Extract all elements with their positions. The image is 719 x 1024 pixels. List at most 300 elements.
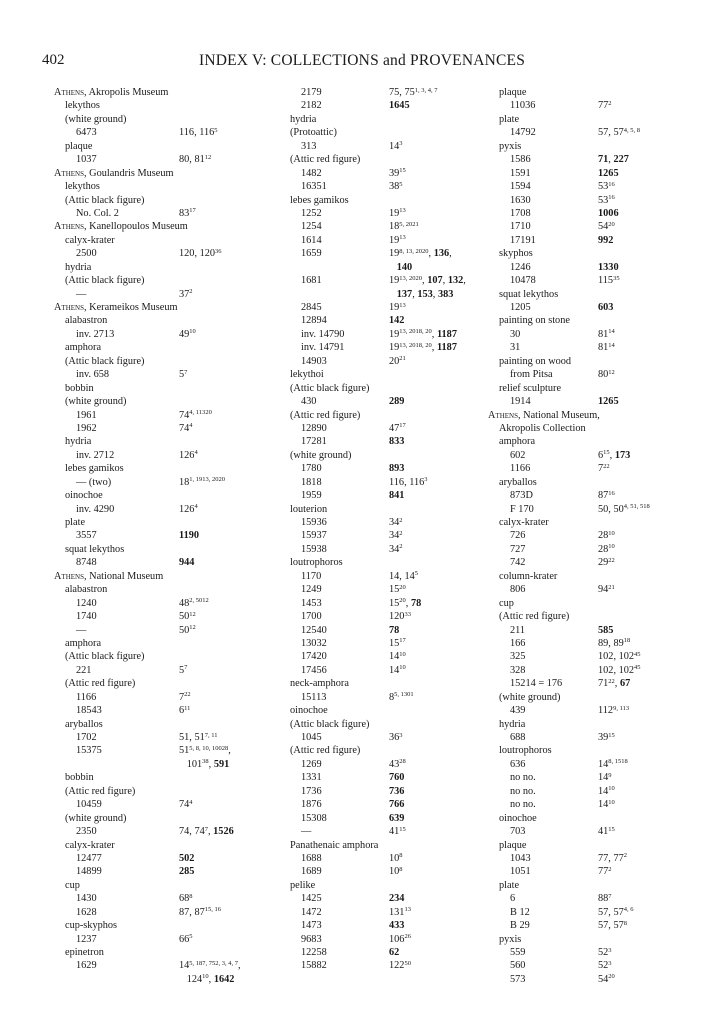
index-entry — [54, 113, 269, 126]
index-entry — [54, 234, 269, 247]
index-entry — [279, 570, 484, 583]
entry-term: 17191 — [510, 234, 536, 246]
index-entry — [279, 718, 484, 731]
entry-term: Panathenaic amphora — [290, 839, 379, 851]
index-entry — [279, 180, 484, 193]
entry-references: 585 — [598, 624, 614, 636]
entry-term: 1170 — [301, 570, 322, 582]
entry-references: $81^{14}$ — [598, 328, 615, 340]
index-entry — [54, 650, 269, 663]
entry-term: 1252 — [301, 207, 322, 219]
entry-term: 14903 — [301, 355, 327, 367]
entry-term: alabastron — [65, 584, 108, 596]
entry-term: 15375 — [76, 745, 102, 757]
index-entry — [54, 328, 269, 341]
entry-references: $15^{20}$, 78 — [389, 597, 422, 609]
index-entry — [279, 113, 484, 126]
entry-term: pelike — [290, 879, 316, 891]
index-entry — [279, 946, 484, 959]
index-entry — [488, 812, 678, 825]
entry-references: $37^2$ — [179, 288, 193, 300]
entry-term: skyphos — [499, 248, 533, 260]
entry-term: 211 — [510, 624, 526, 636]
entry-references: 57, 57$^{4, 5, 8}$ — [598, 126, 640, 139]
entry-term: lekythos — [65, 100, 100, 112]
entry-term: no no. — [510, 785, 536, 797]
index-entry — [54, 140, 269, 153]
entry-term: pyxis — [499, 140, 522, 152]
entry-references: $54^{20}$ — [598, 973, 615, 985]
index-entry — [279, 758, 484, 771]
index-entry — [488, 489, 678, 502]
index-column-1 — [54, 86, 269, 986]
index-entry — [488, 919, 678, 932]
entry-references: 833 — [389, 436, 405, 448]
index-entry — [279, 677, 484, 690]
entry-references: $39^{15}$ — [598, 731, 615, 743]
index-entry — [279, 476, 484, 489]
index-entry — [54, 126, 269, 139]
entry-term: — — [76, 288, 87, 300]
index-entry — [279, 959, 484, 972]
index-entry — [54, 597, 269, 610]
entry-term: bobbin — [65, 382, 94, 394]
entry-term: 1681 — [301, 275, 322, 287]
entry-references: 1190 — [179, 530, 200, 542]
entry-term: B 12 — [510, 906, 530, 918]
entry-references: 77, $77^2$ — [598, 852, 627, 864]
entry-term: 10478 — [510, 275, 536, 287]
entry-term: lebes gamikos — [290, 194, 349, 206]
entry-term: cup — [499, 597, 514, 609]
index-entry — [279, 637, 484, 650]
entry-references: $14^9$ — [598, 771, 612, 784]
index-entry — [488, 691, 678, 704]
index-entry — [488, 731, 678, 744]
index-entry — [54, 610, 269, 623]
index-entry — [54, 691, 269, 704]
entry-term: 14899 — [76, 866, 102, 878]
index-entry — [54, 959, 269, 972]
entry-term: 1166 — [510, 463, 531, 475]
entry-term: (Attic black figure) — [65, 275, 145, 287]
entry-term: squat lekythos — [499, 288, 559, 300]
entry-term: 1269 — [301, 758, 322, 770]
entry-references: $34^2$ — [389, 543, 403, 555]
index-entry — [279, 247, 484, 260]
entry-term: 8748 — [76, 557, 97, 569]
entry-references: 57, $57^8$ — [598, 919, 627, 932]
index-entry — [488, 341, 678, 354]
entry-references: $41^{15}$ — [598, 825, 615, 838]
entry-term: 1689 — [301, 866, 322, 878]
entry-term: 1710 — [510, 221, 531, 233]
entry-references: $19^{13, 2018, 20}$, 1187 — [389, 328, 457, 340]
entry-term: 14792 — [510, 127, 536, 139]
index-entry — [488, 462, 678, 475]
index-entry — [279, 691, 484, 704]
entry-term: painting on stone — [499, 315, 570, 327]
entry-term: (white ground) — [290, 449, 352, 461]
entry-references: $50^{12}$ — [179, 610, 196, 623]
index-entry — [279, 583, 484, 596]
index-entry — [279, 140, 484, 153]
entry-term: 6 — [510, 893, 516, 905]
index-entry — [488, 476, 678, 489]
index-entry — [279, 274, 484, 287]
entry-references: $19^{13}$ — [389, 234, 406, 246]
entry-term: 1205 — [510, 302, 531, 313]
index-entry — [488, 973, 678, 986]
index-entry — [54, 865, 269, 878]
entry-term: 1472 — [301, 906, 322, 918]
index-entry — [54, 892, 269, 905]
entry-references: 51, 51$^{7, 11}$ — [179, 731, 218, 743]
entry-references: $53^{16}$ — [598, 180, 615, 193]
entry-term: relief sculpture — [499, 382, 562, 394]
entry-term: 15308 — [301, 812, 327, 824]
index-entry — [488, 194, 678, 207]
index-entry — [279, 167, 484, 180]
index-entry — [488, 207, 678, 220]
entry-references: 57, 57$^{4, 6}$ — [598, 906, 634, 918]
entry-term: 1240 — [76, 597, 97, 609]
index-entry — [279, 529, 484, 542]
index-entry — [279, 704, 484, 717]
entry-references: $51^{5, 8, 10, 10028}$, — [179, 744, 231, 757]
entry-references: 603 — [598, 302, 614, 313]
entry-term: alabastron — [65, 315, 108, 327]
index-entry — [488, 704, 678, 717]
index-entry — [279, 892, 484, 905]
entry-term: 31 — [510, 342, 521, 354]
entry-references: $19^{8, 13, 2020}$, 136, — [389, 247, 452, 260]
entry-term: Athens, Kanellopoulos Museum — [54, 221, 188, 233]
index-entry — [279, 879, 484, 892]
index-entry — [54, 785, 269, 798]
index-entry — [54, 919, 269, 932]
index-entry — [488, 274, 678, 287]
entry-term: plaque — [499, 839, 527, 851]
entry-term: 1614 — [301, 234, 322, 246]
index-entry — [54, 718, 269, 731]
index-entry — [279, 462, 484, 475]
index-entry — [279, 933, 484, 946]
index-entry — [54, 355, 269, 368]
entry-term: 15113 — [301, 691, 327, 703]
index-entry — [488, 852, 678, 865]
index-entry — [488, 664, 678, 677]
index-entry — [54, 744, 269, 757]
index-entry — [488, 798, 678, 811]
index-entry — [279, 906, 484, 919]
entry-term: (Attic black figure) — [65, 194, 145, 206]
index-entry — [54, 288, 269, 301]
entry-term: 12890 — [301, 422, 327, 434]
entry-term: 1961 — [76, 409, 97, 421]
entry-term: painting on wood — [499, 355, 572, 367]
entry-term: aryballos — [499, 476, 537, 488]
entry-term: lekythoi — [290, 369, 324, 381]
entry-references: $18^{1, 1913, 2020}$ — [179, 476, 226, 488]
index-entry — [488, 503, 678, 516]
entry-references: $5^7$ — [179, 664, 188, 676]
entry-term: amphora — [65, 637, 102, 649]
index-entry — [54, 556, 269, 569]
entry-term: hydria — [65, 261, 92, 273]
index-entry — [488, 718, 678, 731]
entry-term: plate — [65, 517, 86, 528]
index-entry — [54, 906, 269, 919]
entry-term: 1736 — [301, 785, 322, 797]
entry-term: loutrophoros — [499, 745, 552, 757]
index-entry — [488, 771, 678, 784]
entry-references: $49^{10}$ — [179, 328, 196, 340]
entry-references: $34^2$ — [389, 529, 403, 542]
entry-term: 12477 — [76, 852, 102, 864]
index-entry — [488, 906, 678, 919]
index-entry — [279, 664, 484, 677]
index-entry — [488, 892, 678, 905]
index-entry — [279, 395, 484, 408]
index-entry — [279, 543, 484, 556]
entry-term: 325 — [510, 651, 526, 663]
entry-term: inv. 2713 — [76, 328, 115, 340]
index-entry — [54, 624, 269, 637]
entry-references: $5^7$ — [179, 368, 188, 381]
index-entry — [54, 946, 269, 959]
entry-term: squat lekythos — [65, 543, 125, 555]
entry-references: 71, 227 — [598, 154, 629, 166]
entry-references: $41^{15}$ — [389, 825, 406, 838]
entry-references: 502 — [179, 852, 195, 864]
index-entry — [488, 153, 678, 166]
entry-references: $77^2$ — [598, 99, 612, 112]
index-entry — [54, 220, 269, 233]
index-entry — [488, 865, 678, 878]
entry-term: 1876 — [301, 799, 322, 811]
entry-term: (Attic black figure) — [290, 382, 370, 394]
index-entry — [279, 852, 484, 865]
entry-term: calyx-krater — [65, 234, 115, 246]
entry-term: (Attic black figure) — [65, 651, 145, 663]
entry-term: inv. 2712 — [76, 449, 115, 461]
index-entry — [54, 529, 269, 542]
index-entry — [488, 247, 678, 260]
entry-references: $52^3$ — [598, 959, 612, 972]
index-entry — [488, 234, 678, 247]
entry-term: hydria — [290, 113, 317, 125]
index-entry — [54, 462, 269, 475]
entry-term: 13032 — [301, 637, 327, 649]
index-entry — [54, 449, 269, 462]
entry-term: aryballos — [65, 718, 103, 730]
index-entry — [488, 825, 678, 838]
index-entry — [54, 731, 269, 744]
index-entry — [488, 839, 678, 852]
entry-term: amphora — [65, 342, 102, 354]
entry-term: Athens, Akropolis Museum — [54, 87, 169, 98]
entry-term: 1249 — [301, 584, 322, 596]
index-entry — [54, 382, 269, 395]
index-entry — [54, 489, 269, 502]
index-entry — [279, 328, 484, 341]
entry-term: 1237 — [76, 933, 97, 945]
entry-term: 30 — [510, 328, 521, 340]
entry-term: (Attic black figure) — [290, 718, 370, 730]
entry-references: $81^{14}$ — [598, 341, 615, 354]
entry-term: neck-amphora — [290, 678, 349, 690]
entry-term: 742 — [510, 557, 526, 569]
index-entry — [54, 516, 269, 529]
index-entry — [54, 153, 269, 166]
index-entry — [54, 314, 269, 327]
entry-references: 75, 75$^{1, 3, 4, 7}$ — [389, 86, 438, 98]
index-entry — [54, 368, 269, 381]
entry-term: (white ground) — [65, 396, 127, 408]
index-entry — [488, 328, 678, 341]
entry-term: 1780 — [301, 463, 322, 475]
entry-term: 2845 — [301, 302, 322, 313]
entry-term: No. Col. 2 — [76, 207, 119, 219]
index-entry — [488, 220, 678, 233]
index-entry — [488, 261, 678, 274]
index-entry — [279, 744, 484, 757]
entry-term: 1043 — [510, 852, 531, 864]
entry-term: plaque — [499, 87, 527, 98]
entry-term: (Attic red figure) — [65, 785, 136, 797]
index-entry — [488, 529, 678, 542]
entry-term: 16351 — [301, 181, 327, 193]
index-entry — [54, 637, 269, 650]
entry-term: 12894 — [301, 315, 327, 327]
entry-references: $74^4$ — [179, 798, 193, 811]
index-entry — [488, 301, 678, 314]
index-entry — [488, 86, 678, 99]
index-entry — [279, 382, 484, 395]
entry-term: 17281 — [301, 436, 327, 448]
index-entry — [54, 247, 269, 260]
entry-term: (Attic red figure) — [290, 154, 361, 166]
entry-references: $14^{10}$ — [389, 664, 406, 676]
index-entry — [488, 959, 678, 972]
index-entry — [279, 597, 484, 610]
index-entry — [279, 771, 484, 784]
index-entry — [488, 382, 678, 395]
entry-references: 102, $102^{45}$ — [598, 650, 641, 663]
entry-references: $126^4$ — [179, 449, 198, 461]
entry-term: 15937 — [301, 530, 327, 542]
entry-term: (Protoattic) — [290, 127, 337, 139]
index-entry — [488, 758, 678, 771]
entry-term: (Attic red figure) — [65, 678, 136, 690]
index-entry — [54, 677, 269, 690]
index-entry — [488, 624, 678, 637]
entry-term: 2500 — [76, 248, 97, 260]
entry-term: hydria — [65, 436, 92, 448]
entry-term: 602 — [510, 449, 526, 461]
entry-references: $10^8$ — [389, 865, 403, 878]
index-entry — [488, 368, 678, 381]
entry-references: $47^{17}$ — [389, 422, 406, 434]
entry-references: 992 — [598, 234, 614, 246]
index-entry — [488, 395, 678, 408]
index-entry — [488, 167, 678, 180]
entry-references: $19^{13, 2018, 20}$, 1187 — [389, 341, 457, 354]
entry-references: $14^{10}$ — [598, 785, 615, 797]
entry-term: 1453 — [301, 597, 322, 609]
entry-term: 1914 — [510, 396, 531, 408]
entry-references: 112$^{9, 113}$ — [598, 704, 630, 717]
index-entry — [279, 409, 484, 422]
entry-term: 1659 — [301, 248, 322, 260]
entry-term: no no. — [510, 772, 536, 784]
entry-term: (Attic red figure) — [290, 745, 361, 757]
entry-term: 17420 — [301, 651, 327, 663]
index-entry — [488, 140, 678, 153]
index-entry — [279, 86, 484, 99]
entry-references: $126^4$ — [179, 503, 198, 515]
index-entry — [54, 933, 269, 946]
entry-term: 1246 — [510, 261, 531, 273]
index-entry — [488, 449, 678, 462]
index-entry — [488, 879, 678, 892]
index-entry — [279, 220, 484, 233]
entry-references: $19^{13}$ — [389, 207, 406, 219]
entry-references: $7^{22}$ — [598, 462, 610, 475]
entry-term: 328 — [510, 664, 526, 676]
index-entry — [279, 825, 484, 838]
entry-references: $20^{21}$ — [389, 355, 406, 367]
entry-references: 841 — [389, 490, 405, 502]
entry-term: Athens, National Museum — [54, 570, 164, 582]
entry-references: $66^5$ — [179, 933, 193, 945]
index-entry — [488, 435, 678, 448]
entry-references: $53^{16}$ — [598, 194, 615, 206]
entry-term: 636 — [510, 758, 526, 770]
index-entry — [54, 409, 269, 422]
entry-references: 89, $89^{18}$ — [598, 637, 631, 649]
index-entry — [54, 435, 269, 448]
entry-references: 639 — [389, 812, 405, 824]
entry-term: 2350 — [76, 826, 97, 838]
entry-term: 1473 — [301, 920, 322, 932]
index-entry — [279, 489, 484, 502]
entry-references: $83^{17}$ — [179, 207, 196, 219]
entry-term: 1629 — [76, 960, 97, 972]
entry-references: 50, 50$^{4, 51, 518}$ — [598, 503, 650, 515]
index-entry — [488, 597, 678, 610]
entry-term: 1051 — [510, 866, 531, 878]
entry-term: amphora — [499, 436, 536, 448]
index-entry — [54, 758, 269, 771]
index-entry — [54, 664, 269, 677]
entry-references: $34^2$ — [389, 516, 403, 528]
entry-references: $15^{20}$ — [389, 583, 406, 596]
entry-term: hydria — [499, 718, 526, 730]
entry-references: $77^2$ — [598, 865, 612, 878]
entry-references: 62 — [389, 947, 400, 958]
entry-term: Athens, Goulandris Museum — [54, 167, 174, 179]
index-entry — [54, 879, 269, 892]
entry-term: 15882 — [301, 960, 327, 972]
index-entry — [279, 556, 484, 569]
index-entry — [279, 785, 484, 798]
index-entry — [279, 194, 484, 207]
index-column-2 — [279, 86, 484, 973]
entry-term: calyx-krater — [65, 839, 115, 851]
entry-term: 1586 — [510, 154, 531, 166]
